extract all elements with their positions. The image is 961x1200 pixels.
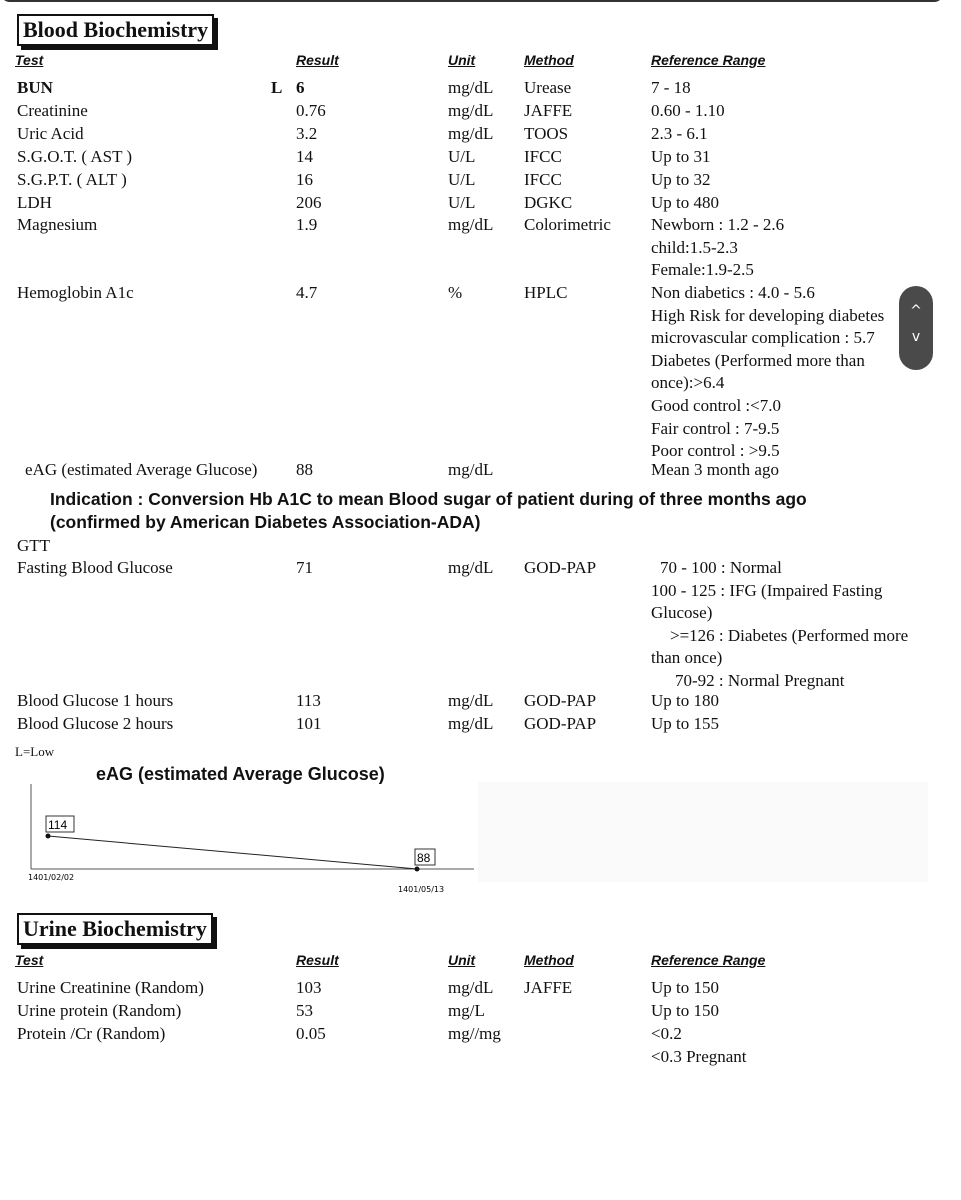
row-result: 101 xyxy=(296,714,322,733)
row-method: DGKC xyxy=(524,193,573,212)
row-method: TOOS xyxy=(524,124,569,143)
row-reference-line: Up to 150 xyxy=(651,1001,719,1020)
row-reference-line: Fair control : 7-9.5 xyxy=(651,418,780,438)
row-method: Urease xyxy=(524,78,572,97)
eag-data-label: 114 xyxy=(48,818,68,832)
row-reference-line: Up to 31 xyxy=(651,147,711,166)
row-unit: mg//mg xyxy=(448,1024,501,1043)
row-method: HPLC xyxy=(524,283,568,302)
row-reference-line: Up to 32 xyxy=(651,170,711,189)
row-test-name: Magnesium xyxy=(17,215,98,234)
row-reference-line: High Risk for developing diabetes xyxy=(651,305,885,325)
row-reference-line: Glucose) xyxy=(651,603,713,623)
row-result: 88 xyxy=(296,460,313,479)
row-result: 1.9 xyxy=(296,215,318,234)
row-unit: mg/dL xyxy=(448,691,494,710)
chart-background-panel xyxy=(478,782,928,882)
row-method: GOD-PAP xyxy=(524,558,597,577)
row-reference-line: 70-92 : Normal Pregnant xyxy=(675,671,845,690)
row-reference-line: child:1.5-2.3 xyxy=(651,237,738,257)
row-method: Colorimetric xyxy=(524,215,611,234)
row-reference-line: Up to 155 xyxy=(651,714,719,733)
row-method: IFCC xyxy=(524,170,562,189)
row-result: 4.7 xyxy=(296,283,318,302)
row-reference-line: Diabetes (Performed more than xyxy=(651,350,865,370)
row-reference-line: >=126 : Diabetes (Performed more xyxy=(670,625,909,645)
blood-section-title: Blood Biochemistry xyxy=(17,14,214,46)
row-result: 71 xyxy=(296,558,313,577)
gtt-label: GTT xyxy=(17,536,51,555)
row-test-name: Hemoglobin A1c xyxy=(17,283,134,302)
row-test-name: S.G.P.T. ( ALT ) xyxy=(17,170,127,189)
row-unit: U/L xyxy=(448,147,476,166)
row-reference-line: Up to 180 xyxy=(651,691,719,710)
row-unit: mg/dL xyxy=(448,978,494,997)
row-result: 14 xyxy=(296,147,313,166)
row-unit: % xyxy=(448,283,463,302)
header-unit: Unit xyxy=(448,52,476,68)
row-reference-line: Non diabetics : 4.0 - 5.6 xyxy=(651,283,815,302)
row-reference-line: Poor control : >9.5 xyxy=(651,441,780,461)
urine-header-method: Method xyxy=(524,952,574,968)
row-method: IFCC xyxy=(524,147,562,166)
row-unit: mg/dL xyxy=(448,101,494,120)
row-unit: mg/dL xyxy=(448,124,494,143)
row-test-name: BUN xyxy=(17,78,53,97)
row-method: JAFFE xyxy=(524,101,573,120)
row-test-name: eAG (estimated Average Glucose) xyxy=(25,460,258,479)
row-reference-line: 70 - 100 : Normal xyxy=(660,558,782,577)
row-flag: L xyxy=(271,78,283,97)
urine-header-result: Result xyxy=(296,952,339,968)
row-reference-line: 7 - 18 xyxy=(651,78,691,97)
row-reference-line: <0.2 xyxy=(651,1024,682,1043)
urine-section-title: Urine Biochemistry xyxy=(17,913,213,945)
urine-header-unit: Unit xyxy=(448,952,476,968)
header-method: Method xyxy=(524,52,574,68)
row-reference-line: Good control :<7.0 xyxy=(651,396,781,415)
row-method: JAFFE xyxy=(524,978,573,997)
x-tick-label: 1401/05/13 xyxy=(398,885,445,894)
row-test-name: Urine protein (Random) xyxy=(17,1001,182,1020)
row-reference-line: than once) xyxy=(651,648,723,668)
header-test: Test xyxy=(15,52,44,68)
row-result: 103 xyxy=(296,978,322,997)
legend-low: L=Low xyxy=(15,744,55,759)
row-result: 6 xyxy=(296,78,305,97)
row-unit: mg/dL xyxy=(448,558,494,577)
row-result: 53 xyxy=(296,1001,313,1020)
row-result: 3.2 xyxy=(296,124,318,143)
row-test-name: LDH xyxy=(17,193,52,212)
scroll-up-icon[interactable]: ^ xyxy=(910,303,922,319)
row-method: GOD-PAP xyxy=(524,714,597,733)
eag-data-point xyxy=(46,834,51,839)
row-reference-line: Newborn : 1.2 - 2.6 xyxy=(651,215,785,234)
row-test-name: Protein /Cr (Random) xyxy=(17,1024,166,1043)
row-unit: mg/L xyxy=(448,1001,485,1020)
urine-header-test: Test xyxy=(15,952,44,968)
row-result: 206 xyxy=(296,193,322,212)
row-unit: mg/dL xyxy=(448,215,494,234)
chart-title: eAG (estimated Average Glucose) xyxy=(96,764,385,784)
row-unit: mg/dL xyxy=(448,78,494,97)
row-reference-line: 2.3 - 6.1 xyxy=(651,124,708,143)
header-result: Result xyxy=(296,52,339,68)
row-test-name: Uric Acid xyxy=(17,124,84,143)
eag-line-chart xyxy=(0,780,961,900)
scroll-control[interactable] xyxy=(899,286,933,370)
row-test-name: Urine Creatinine (Random) xyxy=(17,978,204,997)
row-reference-line: Up to 480 xyxy=(651,193,719,212)
row-reference-line: microvascular complication : 5.7 xyxy=(651,328,875,348)
x-tick-label: 1401/02/02 xyxy=(28,873,75,882)
row-test-name: Blood Glucose 1 hours xyxy=(17,691,174,710)
urine-header-reference-range: Reference Range xyxy=(651,952,766,968)
row-unit: U/L xyxy=(448,193,476,212)
eag-data-label: 88 xyxy=(417,851,431,865)
scroll-down-icon[interactable]: v xyxy=(911,329,921,345)
row-reference-line: <0.3 Pregnant xyxy=(651,1046,747,1066)
top-frame-edge xyxy=(0,0,944,2)
row-result: 16 xyxy=(296,170,313,189)
row-reference-line: Mean 3 month ago xyxy=(651,460,779,479)
row-result: 113 xyxy=(296,691,321,710)
row-test-name: Fasting Blood Glucose xyxy=(17,558,173,577)
row-reference-line: Up to 150 xyxy=(651,978,719,997)
row-test-name: Blood Glucose 2 hours xyxy=(17,714,174,733)
indication-line-1: Indication : Conversion Hb A1C to mean Blood sugar of patient during of three months ago xyxy=(50,489,807,509)
indication-line-2: (confirmed by American Diabetes Association-ADA) xyxy=(50,512,481,532)
row-test-name: S.G.O.T. ( AST ) xyxy=(17,147,133,166)
row-reference-line: 0.60 - 1.10 xyxy=(651,101,725,120)
eag-series-line xyxy=(48,836,417,869)
row-reference-line: 100 - 125 : IFG (Impaired Fasting xyxy=(651,580,883,600)
eag-data-point xyxy=(415,867,420,872)
header-reference-range: Reference Range xyxy=(651,52,766,68)
row-unit: mg/dL xyxy=(448,714,494,733)
row-result: 0.05 xyxy=(296,1024,326,1043)
row-unit: U/L xyxy=(448,170,476,189)
row-reference-line: once):>6.4 xyxy=(651,373,725,393)
row-reference-line: Female:1.9-2.5 xyxy=(651,260,754,280)
row-result: 0.76 xyxy=(296,101,326,120)
row-method: GOD-PAP xyxy=(524,691,597,710)
row-unit: mg/dL xyxy=(448,460,494,479)
row-test-name: Creatinine xyxy=(17,101,88,120)
